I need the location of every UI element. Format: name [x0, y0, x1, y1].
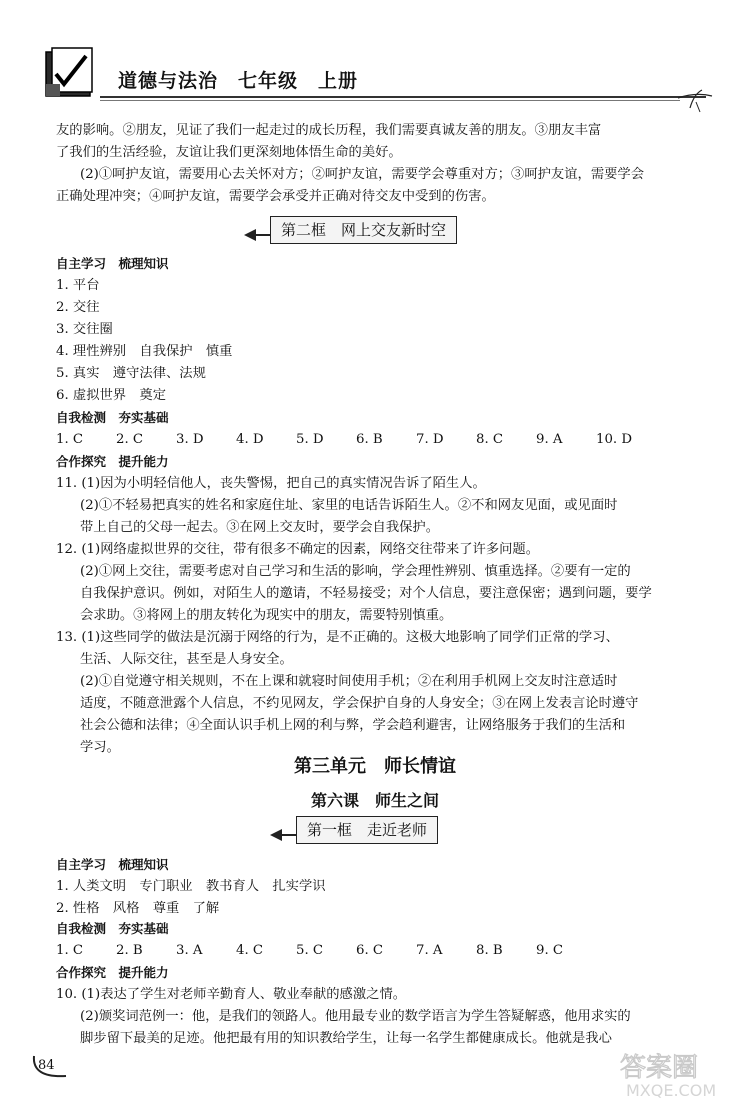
- subheading-study: 自主学习 梳理知识: [56, 256, 169, 271]
- q11-line: 带上自己的父母一起去。③在网上交友时，要学会自我保护。: [80, 520, 440, 535]
- q13-line: 社会公德和法律；④全面认识手机上网的利与弊，学会趋利避害，让网络服务于我们的生活和: [80, 718, 626, 733]
- q10-line: 脚步留下最美的足迹。他把最有用的知识教给学生，让每一名学生都健康成长。他就是我心: [80, 1031, 612, 1046]
- answer: 6. B: [356, 432, 383, 447]
- page-header: [0, 0, 750, 110]
- q13-line: 生活、人际交往，甚至是人身安全。: [80, 652, 293, 667]
- answer: 9. A: [536, 432, 563, 447]
- subheading-explore: 合作探究 提升能力: [56, 454, 169, 469]
- list-item: 1. 人类文明 专门职业 教书育人 扎实学识: [56, 879, 326, 894]
- list-item: 1. 平台: [56, 278, 100, 293]
- q12-line: (2)①网上交往，需要考虑对自己学习和生活的影响，学会理性辨别、慎重选择。②要有一定的: [80, 564, 631, 579]
- book-icon: [42, 44, 100, 100]
- intro2-line-2: 正确处理冲突；④呵护友谊，需要学会承受并正确对待交友中受到的伤害。: [56, 189, 495, 204]
- intro2-line-1: (2)①呵护友谊，需要用心去关怀对方；②呵护友谊，需要学会尊重对方；③呵护友谊，需要学会: [80, 167, 645, 182]
- answer-row: [56, 429, 696, 451]
- answer: 4. C: [236, 943, 264, 958]
- answer: 3. D: [176, 432, 204, 447]
- watermark-url: MXQE.COM: [626, 1081, 717, 1100]
- q12-line: 12. (1)网络虚拟世界的交往，带有很多不确定的因素，网络交往带来了许多问题。: [56, 542, 540, 557]
- q13-line: (2)①自觉遵守相关规则，不在上课和就寝时间使用手机；②在利用手机网上交友时注意适时: [80, 674, 618, 689]
- answer: 8. B: [476, 943, 503, 958]
- answer: 4. D: [236, 432, 264, 447]
- list-item: 6. 虚拟世界 奠定: [56, 388, 166, 403]
- section-banner: 第一框 走近老师: [296, 816, 438, 844]
- answer: 7. D: [416, 432, 444, 447]
- answer: 1. C: [56, 943, 84, 958]
- unit-title: 第三单元 师长情谊: [294, 756, 456, 777]
- subheading-check: 自我检测 夯实基础: [56, 410, 169, 425]
- section-banner: 第二框 网上交友新时空: [270, 216, 457, 244]
- list-item: 2. 交往: [56, 300, 100, 315]
- intro-line-1: 友的影响。②朋友，见证了我们一起走过的成长历程，我们需要真诚友善的朋友。③朋友丰富: [56, 123, 602, 138]
- page-number: 84: [38, 1058, 55, 1073]
- q13-line: 适度，不随意泄露个人信息，不约见网友，学会保护自身的人身安全；③在网上发表言论时遵守: [80, 696, 639, 711]
- list-item: 5. 真实 遵守法律、法规: [56, 366, 206, 381]
- answer: 6. C: [356, 943, 384, 958]
- subheading-study: 自主学习 梳理知识: [56, 857, 169, 872]
- answer: 2. C: [116, 432, 144, 447]
- answer-row: [56, 940, 696, 962]
- q10-line: 10. (1)表达了学生对老师辛勤育人、敬业奉献的感激之情。: [56, 987, 407, 1002]
- answer: 8. C: [476, 432, 504, 447]
- q11-line: (2)①不轻易把真实的姓名和家庭住址、家里的电话告诉陌生人。②不和网友见面，或见面时: [80, 498, 618, 513]
- q10-line: (2)颁奖词范例一：他，是我们的领路人。他用最专业的数学语言为学生答疑解惑，他用求实的: [80, 1009, 631, 1024]
- quill-icon: [676, 88, 716, 114]
- answer: 5. D: [296, 432, 324, 447]
- answer: 1. C: [56, 432, 84, 447]
- answer: 9. C: [536, 943, 564, 958]
- watermark-logo: [612, 1046, 738, 1100]
- list-item: 3. 交往圈: [56, 322, 113, 337]
- answer: 5. C: [296, 943, 324, 958]
- watermark-text: 答案圈: [620, 1053, 699, 1083]
- list-item: 4. 理性辨别 自我保护 慎重: [56, 344, 233, 359]
- q12-line: 会求助。③将网上的朋友转化为现实中的朋友，需要特别慎重。: [80, 608, 453, 623]
- header-rule: [100, 96, 706, 98]
- subheading-check: 自我检测 夯实基础: [56, 921, 169, 936]
- subheading-explore: 合作探究 提升能力: [56, 965, 169, 980]
- header-title: 道德与法治 七年级 上册: [118, 70, 359, 92]
- list-item: 2. 性格 风格 尊重 了解: [56, 901, 220, 916]
- intro-line-2: 了我们的生活经验，友谊让我们更深刻地体悟生命的美好。: [56, 145, 402, 160]
- q12-line: 自我保护意识。例如，对陌生人的邀请，不轻易接受；对个人信息，要注意保密；遇到问题，要学: [80, 586, 652, 601]
- answer: 2. B: [116, 943, 143, 958]
- answer: 7. A: [416, 943, 443, 958]
- header-rule-thin: [100, 100, 680, 101]
- q11-line: 11. (1)因为小明轻信他人，丧失警惕，把自己的真实情况告诉了陌生人。: [56, 476, 486, 491]
- arrowhead-icon: [244, 228, 258, 242]
- arrowhead-icon: [270, 828, 284, 842]
- lesson-title: 第六课 师生之间: [310, 791, 439, 810]
- q13-line: 学习。: [80, 740, 120, 755]
- answer: 10. D: [596, 432, 633, 447]
- q13-line: 13. (1)这些同学的做法是沉溺于网络的行为，是不正确的。这极大地影响了同学们正常的学习、: [56, 630, 619, 645]
- answer: 3. A: [176, 943, 203, 958]
